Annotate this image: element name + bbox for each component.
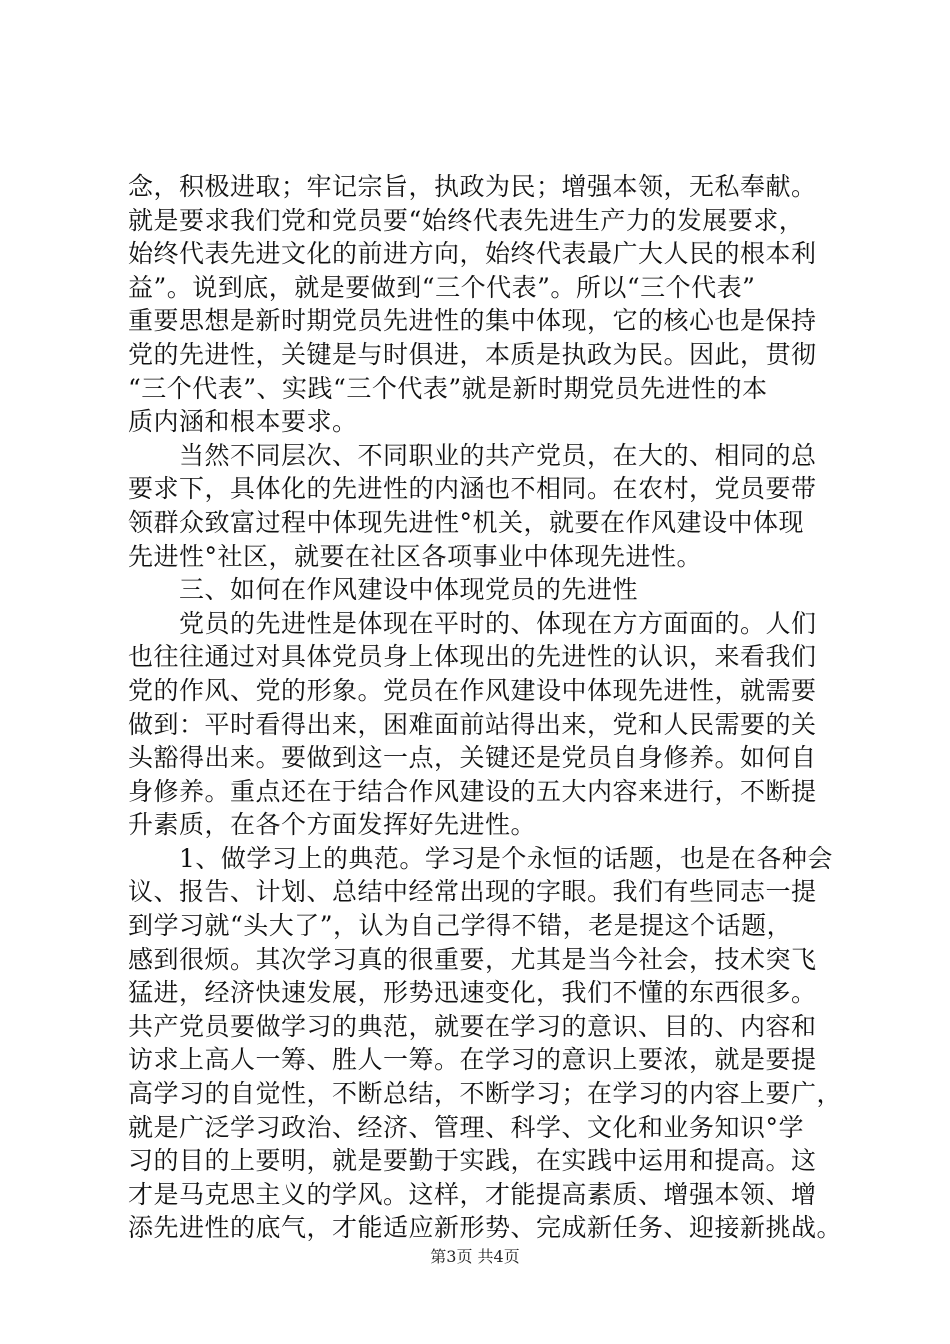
text-line: 做到：平时看得出来，困难面前站得出来，党和人民需要的关 bbox=[128, 709, 817, 739]
page-footer bbox=[0, 1244, 950, 1267]
document-body bbox=[128, 170, 843, 1245]
text-line: 高学习的自觉性，不断总结，不断学习；在学习的内容上要广， bbox=[128, 1079, 843, 1109]
text-line: 共产党员要做学习的典范，就要在学习的意识、目的、内容和 bbox=[128, 1011, 817, 1041]
text-line: 添先进性的底气，才能适应新形势、完成新任务、迎接新挑战。 bbox=[128, 1213, 843, 1243]
text-line: 访求上高人一筹、胜人一筹。在学习的意识上要浓，就是要提 bbox=[128, 1045, 817, 1075]
text-line: 先进性°社区，就要在社区各项事业中体现先进性。 bbox=[128, 541, 703, 571]
text-line: 就是要求我们党和党员要“始终代表先进生产力的发展要求， bbox=[128, 205, 805, 235]
text-line: 当然不同层次、不同职业的共产党员，在大的、相同的总 bbox=[128, 440, 817, 470]
text-line: 升素质，在各个方面发挥好先进性。 bbox=[128, 810, 537, 840]
text-line: 身修养。重点还在于结合作风建设的五大内容来进行，不断提 bbox=[128, 776, 817, 806]
text-line: 领群众致富过程中体现先进性°机关，就要在作风建设中体现 bbox=[128, 507, 805, 537]
text-line: 念，积极进取；牢记宗旨，执政为民；增强本领，无私奉献。 bbox=[128, 172, 817, 201]
text-line: 1、做学习上的典范。学习是个永恒的话题，也是在各种会 bbox=[128, 843, 833, 873]
text-line: 要求下，具体化的先进性的内涵也不相同。在农村，党员要带 bbox=[128, 474, 817, 504]
text-line: 习的目的上要明，就是要勤于实践，在实践中运用和提高。这 bbox=[128, 1146, 817, 1176]
text-line: 始终代表先进文化的前进方向，始终代表最广大人民的根本利 bbox=[128, 239, 817, 269]
text-line: 议、报告、计划、总结中经常出现的字眼。我们有些同志一提 bbox=[128, 877, 817, 907]
text-line: 重要思想是新时期党员先进性的集中体现，它的核心也是保持 bbox=[128, 306, 817, 336]
section-heading: 三、如何在作风建设中体现党员的先进性 bbox=[128, 575, 639, 605]
text-line: 党的先进性，关键是与时俱进，本质是执政为民。因此，贯彻 bbox=[128, 339, 817, 369]
text-line: 就是广泛学习政治、经济、管理、科学、文化和业务知识°学 bbox=[128, 1112, 805, 1142]
text-line: 质内涵和根本要求。 bbox=[128, 407, 358, 437]
text-line: 头豁得出来。要做到这一点，关键还是党员自身修养。如何自 bbox=[128, 743, 817, 773]
text-line: 感到很烦。其次学习真的很重要，尤其是当今社会，技术突飞 bbox=[128, 944, 817, 974]
text-line: 党的作风、党的形象。党员在作风建设中体现先进性，就需要 bbox=[128, 675, 817, 705]
page-number: 第3页 共4页 bbox=[430, 1247, 520, 1266]
text-line: 党员的先进性是体现在平时的、体现在方方面面的。人们 bbox=[128, 608, 817, 638]
text-line: 到学习就“头大了”，认为自己学得不错，老是提这个话题， bbox=[128, 911, 793, 941]
text-line: “三个代表”、实践“三个代表”就是新时期党员先进性的本 bbox=[128, 373, 768, 403]
text-line: 猛进，经济快速发展，形势迅速变化，我们不懂的东西很多。 bbox=[128, 978, 817, 1008]
text-line: 也往往通过对具体党员身上体现出的先进性的认识，来看我们 bbox=[128, 642, 817, 672]
text-line: 才是马克思主义的学风。这样，才能提高素质、增强本领、增 bbox=[128, 1179, 817, 1209]
text-line: 益”。说到底，就是要做到“三个代表”。所以“三个代表” bbox=[128, 272, 756, 302]
